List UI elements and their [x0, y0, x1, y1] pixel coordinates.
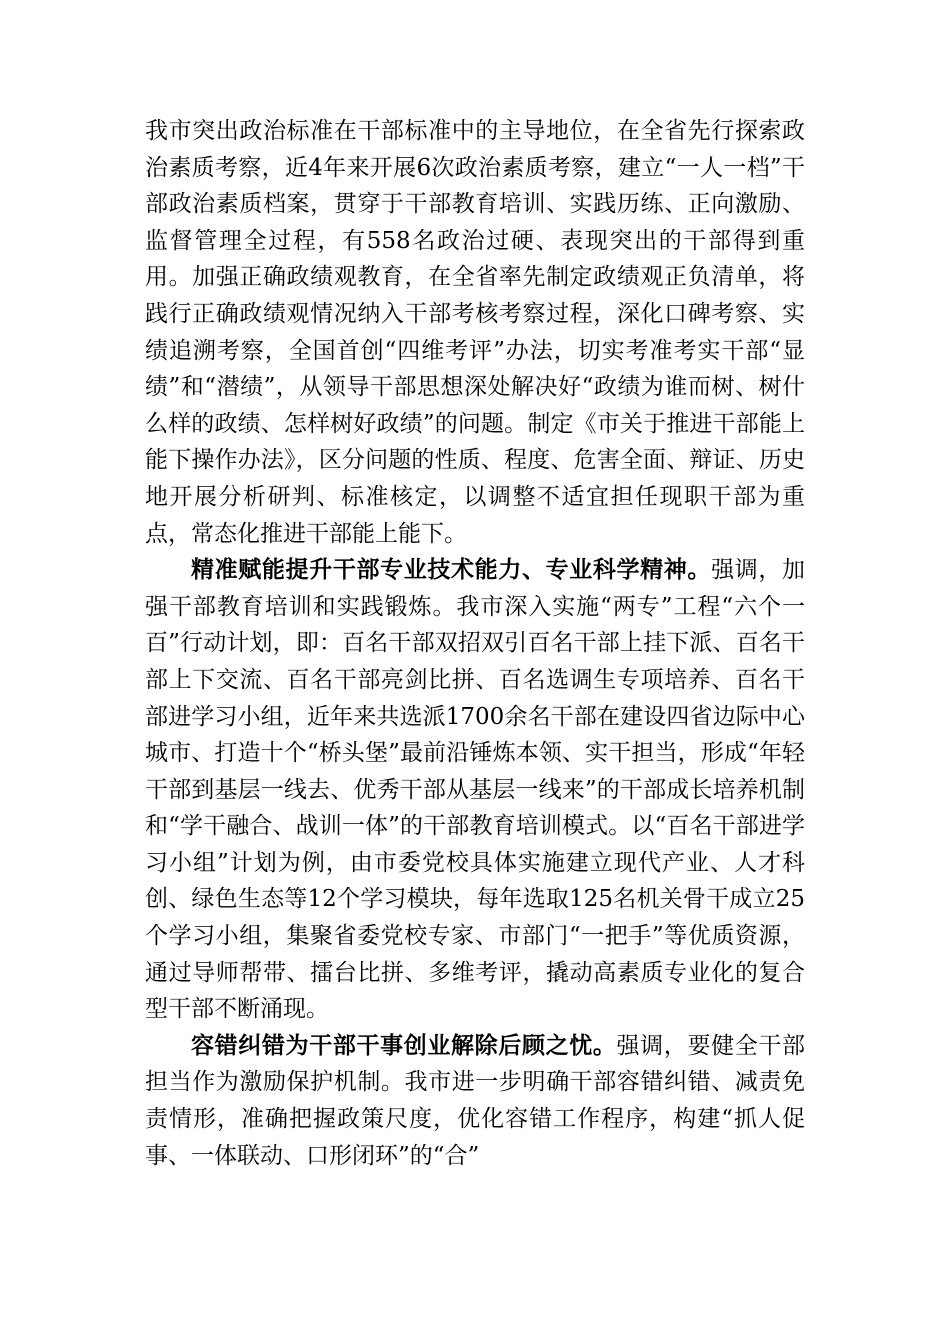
paragraph-precise-empowerment	[145, 552, 805, 1028]
paragraph-fault-tolerance	[145, 1028, 805, 1174]
paragraph-text: 强调，要健全干部担当作为激励保护机制。我市进一步明确干部容错纠错、减责免责情形，准确把握政策尺度，优化容错工作程序，构建“抓人促事、一体联动、口形闭环”的“合”	[145, 1032, 806, 1169]
paragraph-text: 我市突出政治标准在干部标准中的主导地位，在全省先行探索政治素质考察，近4年来开展6次政治素质考察，建立“一人一档”干部政治素质档案，贯穿于干部教育培训、实践历练、正向激励、监督管理全过程，有558名政治过硬、表现突出的干部得到重用。加强正确政绩观教育，在全省率先制定政绩观正负清单，将践行正确政绩观情况纳入干部考核考察过程，深化口碑考察、实绩追溯考察，全国首创“四维考评”办法，切实考准考实干部“显绩”和“潜绩”，从领导干部思想深处解决好“政绩为谁而树、树什么样的政绩、怎样树好政绩”的问题。制定《市关于推进干部能上能下操作办法》，区分问题的性质、程度、危害全面、辩证、历史地开展分析研判、标准核定，以调整不适宜担任现职干部为重点，常态化推进干部能上能下。	[145, 118, 805, 547]
paragraph-text: 强调，加强干部教育培训和实践锻炼。我市深入实施“两专”工程“六个一百”行动计划，即：百名干部双招双引百名干部上挂下派、百名干部上下交流、百名干部亮剑比拼、百名选调生专项培养、百名干部进学习小组，近年来共选派1700余名干部在建设四省边际中心城市、打造十个“桥头堡”最前沿锤炼本领、实干担当，形成“年轻干部到基层一线去、优秀干部从基层一线来”的干部成长培养机制和“学干融合、战训一体”的干部教育培训模式。以“百名干部进学习小组”计划为例，由市委党校具体实施建立现代产业、人才科创、绿色生态等12个学习模块，每年选取125名机关骨干成立25个学习小组，集聚省委党校专家、市部门“一把手”等优质资源，通过导师帮带、擂台比拼、多维考评，撬动高素质专业化的复合型干部不断涌现。	[145, 557, 806, 1023]
paragraph-political-standards	[145, 113, 805, 552]
paragraph-heading: 精准赋能提升干部专业技术能力、专业科学精神。	[191, 556, 712, 584]
paragraph-heading: 容错纠错为干部干事创业解除后顾之忧。	[191, 1031, 617, 1059]
document-page	[145, 113, 805, 1174]
